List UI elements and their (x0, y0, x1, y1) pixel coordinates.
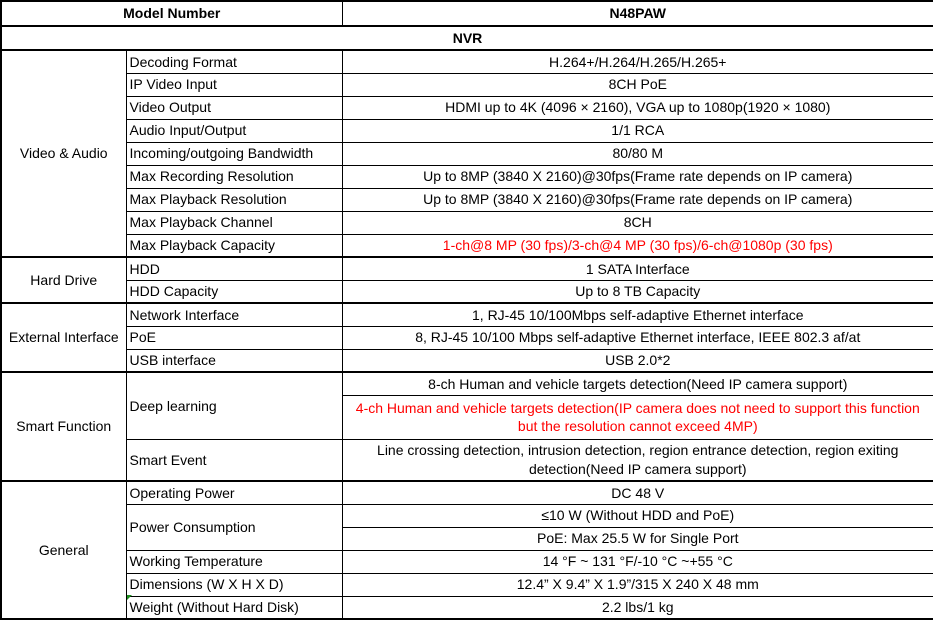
device-type-row (1, 26, 933, 50)
table-row (1, 372, 933, 395)
power-consumption-value-1: ≤10 W (Without HDD and PoE) (342, 504, 933, 527)
deep-learning-value-black: 8-ch Human and vehicle targets detection(Need IP camera support) (342, 372, 933, 395)
row-label: Video Output (126, 96, 342, 119)
table-row (1, 142, 933, 165)
deep-learning-value-red: 4-ch Human and vehicle targets detection(IP camera does not need to support this function but the resolution cannot exceed 4MP) (342, 395, 933, 439)
power-consumption-value-2: PoE: Max 25.5 W for Single Port (342, 527, 933, 550)
row-value: Up to 8MP (3840 X 2160)@30fps(Frame rate depends on IP camera) (342, 188, 933, 211)
table-row (1, 234, 933, 257)
table-row (1, 280, 933, 303)
row-value: USB 2.0*2 (342, 349, 933, 372)
table-row (1, 165, 933, 188)
row-label: Operating Power (126, 481, 342, 504)
row-value: 1 SATA Interface (342, 257, 933, 280)
table-row (1, 188, 933, 211)
row-value: 1, RJ-45 10/100Mbps self-adaptive Ethernet interface (342, 303, 933, 326)
row-label: Max Recording Resolution (126, 165, 342, 188)
row-label-deep-learning: Deep learning (126, 372, 342, 439)
row-label: Max Playback Channel (126, 211, 342, 234)
category-smart-function: Smart Function (1, 372, 126, 481)
category-external-interface: External Interface (1, 303, 126, 372)
table-row (1, 257, 933, 280)
table-row (1, 349, 933, 372)
row-value: Up to 8MP (3840 X 2160)@30fps(Frame rate depends on IP camera) (342, 165, 933, 188)
row-label-power-consumption: Power Consumption (126, 504, 342, 550)
table-row (1, 326, 933, 349)
row-value: 80/80 M (342, 142, 933, 165)
row-label: IP Video Input (126, 73, 342, 96)
table-row (1, 481, 933, 504)
row-label: Max Playback Resolution (126, 188, 342, 211)
model-number-value: N48PAW (342, 1, 933, 26)
row-label: Max Playback Capacity (126, 234, 342, 257)
model-number-label: Model Number (1, 1, 342, 26)
row-value: 8CH (342, 211, 933, 234)
table-row (1, 211, 933, 234)
table-row (1, 73, 933, 96)
row-value: 8CH PoE (342, 73, 933, 96)
table-row (1, 504, 933, 527)
row-label: Working Temperature (126, 550, 342, 573)
table-row (1, 550, 933, 573)
row-label: Decoding Format (126, 50, 342, 73)
row-label: HDD Capacity (126, 280, 342, 303)
table-row (1, 573, 933, 596)
row-value: 14 °F ~ 131 °F/-10 °C ~+55 °C (342, 550, 933, 573)
table-row (1, 596, 933, 619)
row-value: H.264+/H.264/H.265/H.265+ (342, 50, 933, 73)
table-row (1, 303, 933, 326)
category-general: General (1, 481, 126, 619)
table-row (1, 119, 933, 142)
row-value: DC 48 V (342, 481, 933, 504)
table-row (1, 50, 933, 73)
smart-event-value: Line crossing detection, intrusion detection, region entrance detection, region exiting detection(Need IP camera support) (342, 439, 933, 481)
table-row (1, 96, 933, 119)
row-label: USB interface (126, 349, 342, 372)
row-value: Up to 8 TB Capacity (342, 280, 933, 303)
row-label: Audio Input/Output (126, 119, 342, 142)
row-value: 8, RJ-45 10/100 Mbps self-adaptive Ethernet interface, IEEE 802.3 af/at (342, 326, 933, 349)
row-label: Network Interface (126, 303, 342, 326)
row-label: Dimensions (W X H X D) (126, 573, 342, 596)
device-type-title: NVR (1, 26, 933, 50)
table-row (1, 439, 933, 481)
model-number-row (1, 1, 933, 26)
row-label-smart-event: Smart Event (126, 439, 342, 481)
row-value: 12.4” X 9.4” X 1.9”/315 X 240 X 48 mm (342, 573, 933, 596)
category-hard-drive: Hard Drive (1, 257, 126, 303)
row-value: 2.2 lbs/1 kg (342, 596, 933, 619)
row-value-highlighted: 1-ch@8 MP (30 fps)/3-ch@4 MP (30 fps)/6-ch@1080p (30 fps) (342, 234, 933, 257)
row-value: HDMI up to 4K (4096 × 2160), VGA up to 1080p(1920 × 1080) (342, 96, 933, 119)
row-label: Weight (Without Hard Disk) (126, 596, 342, 619)
category-video-audio: Video & Audio (1, 50, 126, 257)
row-label: HDD (126, 257, 342, 280)
row-value: 1/1 RCA (342, 119, 933, 142)
row-label: PoE (126, 326, 342, 349)
cell-comment-flag-icon (127, 595, 132, 600)
row-label: Incoming/outgoing Bandwidth (126, 142, 342, 165)
